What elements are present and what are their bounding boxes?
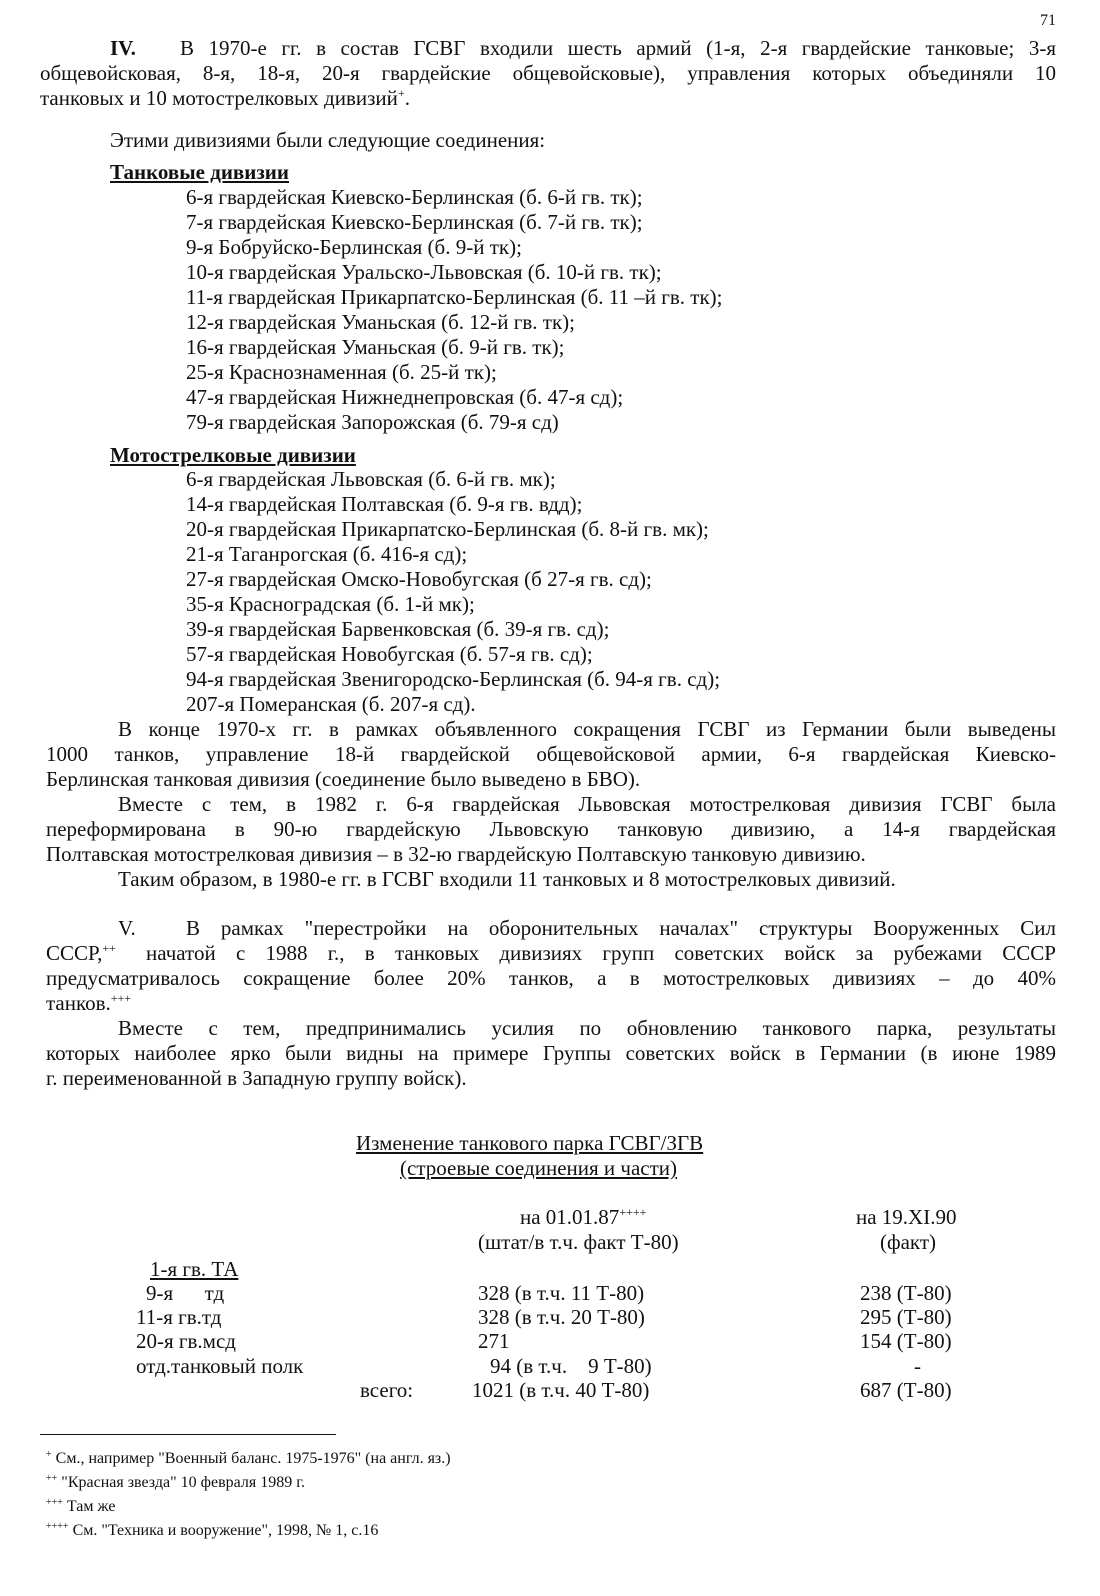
paragraph-2-line-2: переформирована в 90-ю гвардейскую Львовскую танковую дивизию, а 14-я гвардейская — [46, 817, 1056, 841]
table-cell: 271 — [478, 1329, 510, 1353]
section-4-intro: Этими дивизиями были следующие соединения: — [110, 128, 546, 152]
list-item: 79-я гвардейская Запорожская (б. 79-я сд) — [186, 410, 559, 434]
footnote-text: См. "Техника и вооружение", 1998, № 1, с.16 — [72, 1522, 379, 1539]
list-item: 9-я Бобруйско-Берлинская (б. 9-й тк); — [186, 235, 522, 259]
list-item: 39-я гвардейская Барвенковская (б. 39-я гв. сд); — [186, 617, 610, 641]
column-header-1-text: на 01.01.87 — [520, 1205, 620, 1229]
list-item: 25-я Краснознаменная (б. 25-й тк); — [186, 360, 497, 384]
table-row-label: 11-я гв.тд — [136, 1305, 222, 1329]
footnote — [46, 1518, 378, 1543]
list-item: 14-я гвардейская Полтавская (б. 9-я гв. вдд); — [186, 492, 583, 516]
list-item: 11-я гвардейская Прикарпатско-Берлинская (б. 11 –й гв. тк); — [186, 285, 723, 309]
section-5-line-2-text: СССР, — [46, 941, 103, 965]
tank-divisions-heading: Танковые дивизии — [110, 160, 289, 184]
paragraph-1-line-3: Берлинская танковая дивизия (соединение было выведено в БВО). — [46, 767, 641, 791]
section-5-line-1: В рамках "перестройки на оборонительных началах" структуры Вооруженных Сил — [186, 916, 1056, 940]
table-total-cell: 687 (Т-80) — [860, 1378, 952, 1402]
table-cell: 94 (в т.ч. 9 Т-80) — [490, 1354, 652, 1378]
paragraph-1-line-2: 1000 танков, управление 18-й гвардейской общевойсковой армии, 6-я гвардейская Киевско- — [46, 742, 1056, 766]
paragraph-1-line-1: В конце 1970-х гг. в рамках объявленного сокращения ГСВГ из Германии были выведены — [118, 717, 1056, 741]
page-number: 71 — [1040, 12, 1056, 29]
list-item: 207-я Померанская (б. 207-я сд). — [186, 692, 476, 716]
list-item: 35-я Красноградская (б. 1-й мк); — [186, 592, 475, 616]
section-4-line-1: В 1970-е гг. в состав ГСВГ входили шесть армий (1-я, 2-я гвардейские танковые; 3-я — [180, 36, 1056, 60]
list-item: 20-я гвардейская Прикарпатско-Берлинская (б. 8-й гв. мк); — [186, 517, 709, 541]
paragraph-2-line-3: Полтавская мотострелковая дивизия – в 32-ю гвардейскую Полтавскую танковую дивизию. — [46, 842, 866, 866]
paragraph-3: Таким образом, в 1980-е гг. в ГСВГ входили 11 танковых и 8 мотострелковых дивизий. — [118, 867, 896, 891]
table-cell: 154 (Т-80) — [860, 1329, 952, 1353]
column-header-1 — [520, 1205, 646, 1230]
table-group-label: 1-я гв. ТА — [150, 1257, 239, 1281]
list-item: 6-я гвардейская Львовская (б. 6-й гв. мк); — [186, 467, 556, 491]
column-header-1-sub: (штат/в т.ч. факт Т-80) — [478, 1230, 679, 1254]
section-4-number: IV. — [110, 36, 136, 60]
footnote — [46, 1446, 451, 1471]
list-item: 27-я гвардейская Омско-Новобугская (б 27-я гв. сд); — [186, 567, 652, 591]
table-cell: 238 (Т-80) — [860, 1281, 952, 1305]
section-5-para-line-2: которых наиболее ярко были видны на примере Группы советских войск в Германии (в июне 1989 — [46, 1041, 1056, 1065]
table-cell: - — [914, 1354, 921, 1378]
footnote-ref-1: + — [397, 86, 405, 100]
section-5-line-3: предусматривалось сокращение более 20% танков, а в мотострелковых дивизиях – до 40% — [46, 966, 1056, 990]
table-row-label: 9-я тд — [146, 1281, 225, 1305]
section-5-para-line-1: Вместе с тем, предпринимались усилия по обновлению танкового парка, результаты — [118, 1016, 1056, 1040]
motor-rifle-divisions-heading: Мотострелковые дивизии — [110, 443, 356, 467]
column-header-2: на 19.XI.90 — [856, 1205, 957, 1229]
table-subtitle: (строевые соединения и части) — [400, 1156, 678, 1180]
footnote-divider — [40, 1434, 336, 1435]
section-5-line-2: начатой с 1988 г., в танковых дивизиях групп советских войск за рубежами СССР — [146, 941, 1056, 965]
table-cell: 295 (Т-80) — [860, 1305, 952, 1329]
section-5-para-line-3: г. переименованной в Западную группу войск). — [46, 1066, 467, 1090]
section-5-line-2-start — [46, 941, 116, 966]
list-item: 47-я гвардейская Нижнеднепровская (б. 47-я сд); — [186, 385, 624, 409]
footnote-ref-4: ++++ — [619, 1205, 647, 1219]
table-cell: 328 (в т.ч. 11 Т-80) — [478, 1281, 645, 1305]
table-cell: 328 (в т.ч. 20 Т-80) — [478, 1305, 645, 1329]
table-title: Изменение танкового парка ГСВГ/ЗГВ — [356, 1131, 704, 1155]
footnote-ref-3: +++ — [110, 991, 132, 1005]
column-header-2-sub: (факт) — [880, 1230, 937, 1254]
paragraph-2-line-1: Вместе с тем, в 1982 г. 6-я гвардейская Львовская мотострелковая дивизия ГСВГ была — [118, 792, 1056, 816]
footnote-mark: ++ — [46, 1473, 58, 1484]
section-4-line-3-end: . — [404, 86, 410, 110]
table-row-label: отд.танковый полк — [136, 1354, 304, 1378]
list-item: 21-я Таганрогская (б. 416-я сд); — [186, 542, 468, 566]
list-item: 7-я гвардейская Киевско-Берлинская (б. 7-й гв. тк); — [186, 210, 643, 234]
list-item: 12-я гвардейская Уманьская (б. 12-й гв. тк); — [186, 310, 576, 334]
footnote-text: Там же — [66, 1498, 116, 1515]
footnote-mark: +++ — [46, 1497, 63, 1508]
section-5-line-4-text: танков. — [46, 991, 111, 1015]
footnote-mark: ++++ — [46, 1521, 69, 1532]
table-total-label: всего: — [360, 1378, 414, 1402]
footnote — [46, 1494, 115, 1519]
footnote-text: См., например "Военный баланс. 1975-1976" (на англ. яз.) — [55, 1450, 451, 1467]
section-5-number: V. — [118, 916, 136, 940]
list-item: 6-я гвардейская Киевско-Берлинская (б. 6-й гв. тк); — [186, 185, 643, 209]
section-4-line-2: общевойсковая, 8-я, 18-я, 20-я гвардейские общевойсковые), управления которых объединяли 10 — [40, 61, 1056, 85]
list-item: 16-я гвардейская Уманьская (б. 9-й гв. тк); — [186, 335, 565, 359]
footnote-ref-2: ++ — [102, 941, 116, 955]
section-5-line-4 — [46, 991, 131, 1016]
table-total-cell: 1021 (в т.ч. 40 Т-80) — [472, 1378, 650, 1402]
footnote — [46, 1470, 305, 1495]
section-4-line-3 — [40, 86, 410, 111]
footnote-text: "Красная звезда" 10 февраля 1989 г. — [61, 1474, 305, 1491]
table-row-label: 20-я гв.мсд — [136, 1329, 236, 1353]
list-item: 94-я гвардейская Звенигородско-Берлинская (б. 94-я гв. сд); — [186, 667, 721, 691]
footnote-mark: + — [46, 1449, 52, 1460]
list-item: 10-я гвардейская Уральско-Львовская (б. 10-й гв. тк); — [186, 260, 662, 284]
list-item: 57-я гвардейская Новобугская (б. 57-я гв. сд); — [186, 642, 593, 666]
section-4-line-3-text: танковых и 10 мотострелковых дивизий — [40, 86, 398, 110]
